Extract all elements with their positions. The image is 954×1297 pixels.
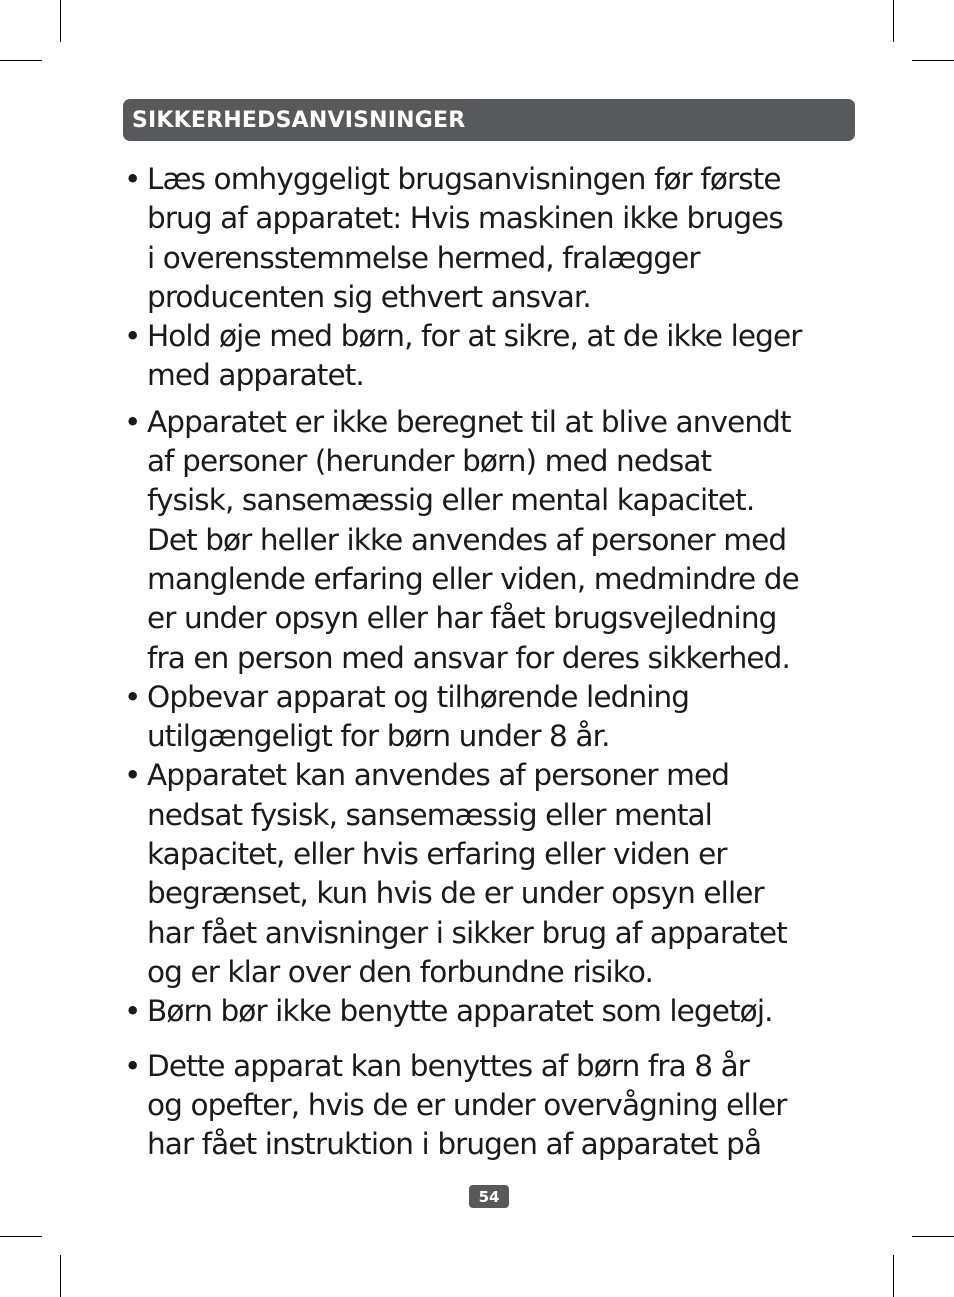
section-header <box>123 99 855 141</box>
crop-mark-bottom-right-vertical <box>893 1255 894 1297</box>
list-item-text: Dette apparat kan benyttes af børn fra 8 år og opefter, hvis de er under overvågning eller har fået instruktion i brugen af apparatet på <box>147 1048 787 1162</box>
crop-mark-bottom-right-horizontal <box>912 1236 954 1237</box>
list-item-text: Læs omhyggeligt brugsanvisningen før første brug af apparatet: Hvis maskinen ikke bruges i overensstemmelse hermed, fralægger producenten sig ethvert ansvar. <box>147 162 783 314</box>
list-item <box>124 992 864 1031</box>
list-item-text: Apparatet er ikke beregnet til at blive anvendt af personer (herunder børn) med nedsat fysisk, sansemæssig eller mental kapacitet. Det bør heller ikke anvendes af personer med manglende erfaring eller viden, medmindre de er under opsyn eller har fået brugsvejledning fra en person med ansvar for deres sikkerhed. <box>147 404 799 675</box>
crop-mark-bottom-left-vertical <box>60 1255 61 1297</box>
crop-mark-bottom-left-horizontal <box>0 1236 42 1237</box>
list-item <box>124 317 864 396</box>
list-item <box>124 160 864 317</box>
section-title: SIKKERHEDSANVISNINGER <box>132 107 466 133</box>
bullet-icon: • <box>124 1048 141 1083</box>
bullet-icon: • <box>124 758 141 793</box>
page-number: 54 <box>469 1185 509 1208</box>
list-item-text: Børn bør ikke benytte apparatet som legetøj. <box>147 994 773 1029</box>
list-item <box>124 756 864 992</box>
list-item-text: Opbevar apparat og tilhørende ledning utilgængeligt for børn under 8 år. <box>147 679 690 754</box>
list-item-text: Hold øje med børn, for at sikre, at de ikke leger med apparatet. <box>147 319 802 393</box>
crop-mark-top-right-horizontal <box>912 60 954 61</box>
list-item <box>124 1047 864 1165</box>
safety-instructions-list <box>124 160 864 1164</box>
list-item-text: Apparatet kan anvendes af personer med nedsat fysisk, sansemæssig eller mental kapacitet, eller hvis erfaring eller viden er begrænset, kun hvis de er under opsyn eller har fået anvisninger i sikker brug af apparatet og er klar over den forbundne risiko. <box>147 758 787 989</box>
bullet-icon: • <box>124 994 141 1029</box>
bullet-icon: • <box>124 404 141 439</box>
bullet-icon: • <box>124 162 141 196</box>
list-item <box>124 678 864 757</box>
crop-mark-top-left-vertical <box>60 0 61 42</box>
crop-mark-top-right-vertical <box>893 0 894 42</box>
bullet-icon: • <box>124 319 141 354</box>
bullet-icon: • <box>124 679 141 714</box>
crop-mark-top-left-horizontal <box>0 60 42 61</box>
list-item <box>124 403 864 678</box>
